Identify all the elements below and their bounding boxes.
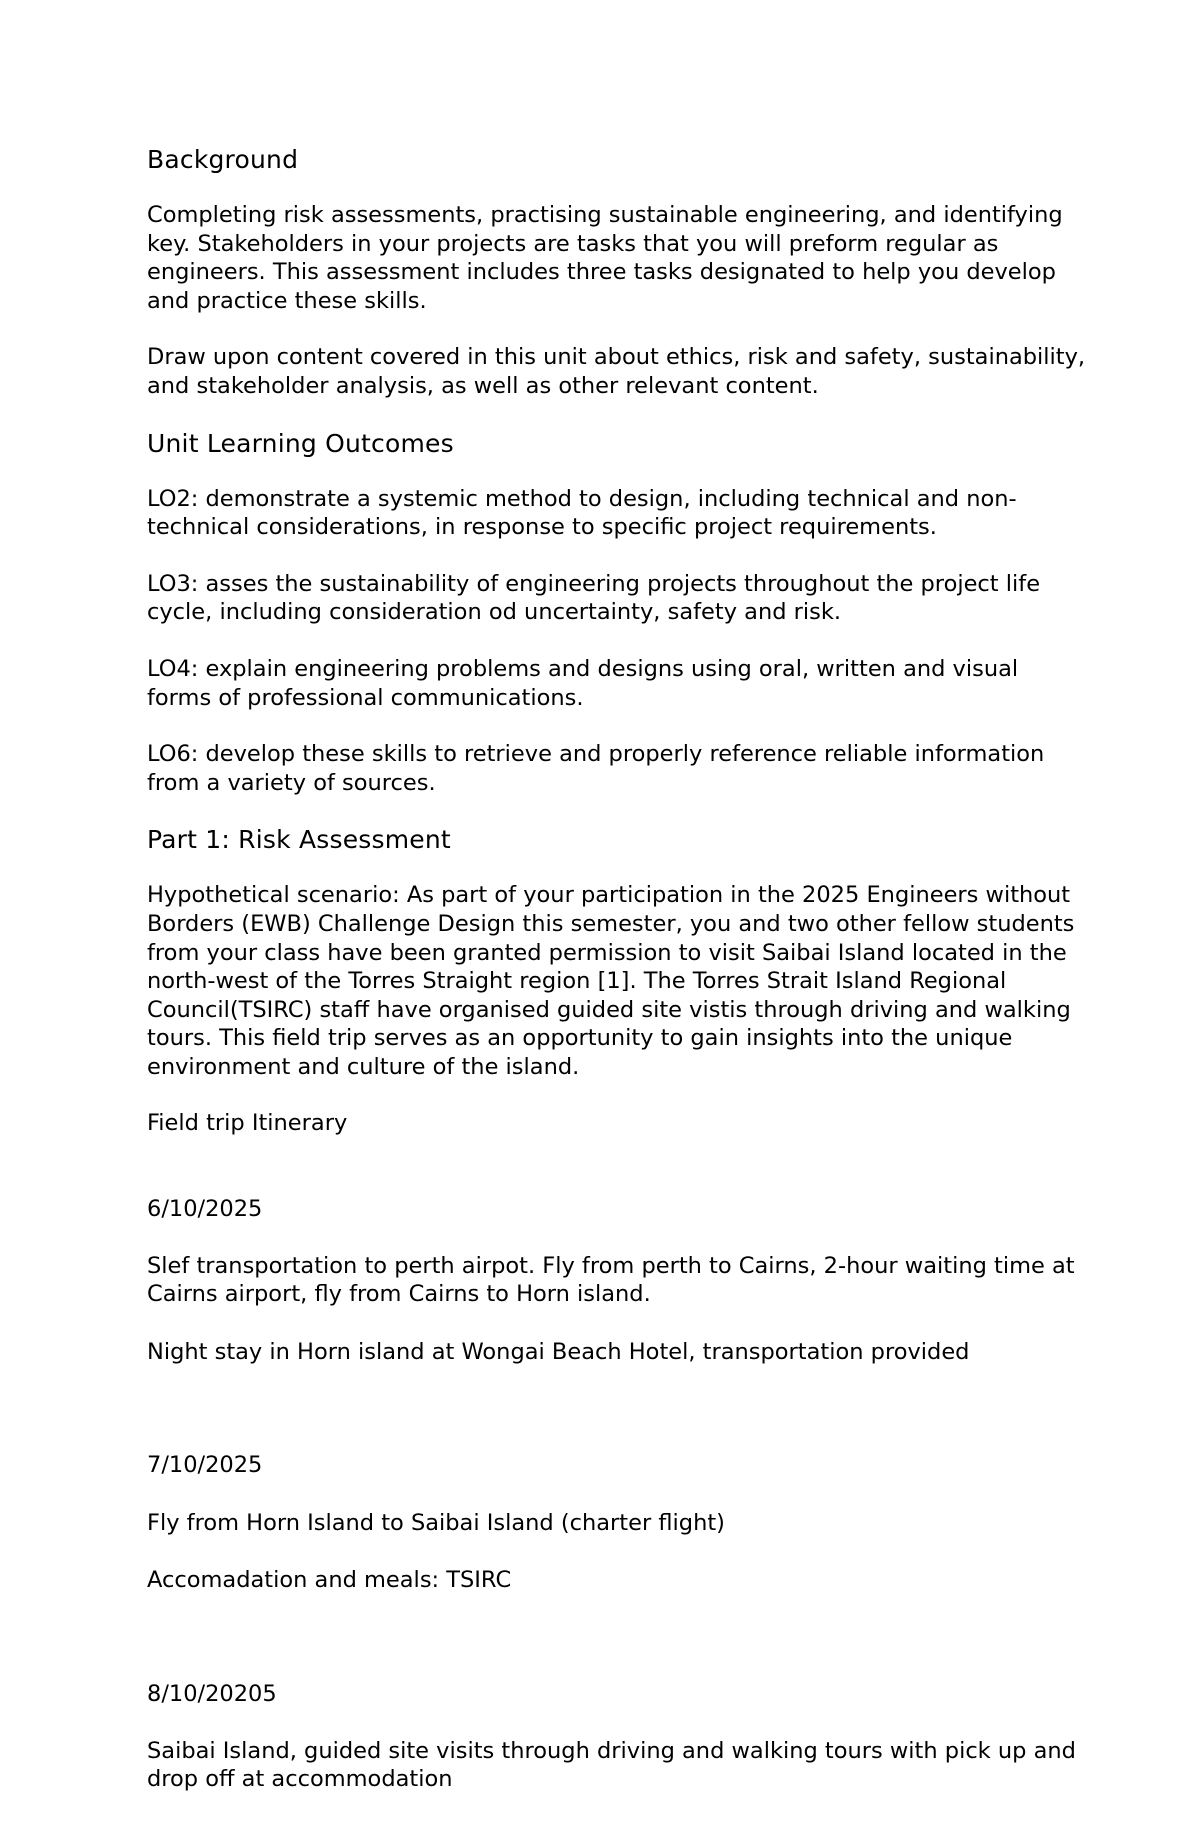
learning-outcome-lo2: LO2: demonstrate a systemic method to design, including technical and non-technical considerations, in response to specific project requirements. [147,485,1017,541]
background-paragraph-2: Draw upon content covered in this unit about ethics, risk and safety, sustainability, and stakeholder analysis, as well as other relevant content. [147,344,1086,399]
itinerary-line: Fly from Horn Island to Saibai Island (charter flight) [147,1509,725,1536]
itinerary-line: Night stay in Horn island at Wongai Beach Hotel, transportation provided [147,1338,970,1365]
learning-outcome-lo6: LO6: develop these skills to retrieve and properly reference reliable information from a variety of sources. [147,741,1045,796]
itinerary-line: Saibai Island, guided site visits through driving and walking tours with pick up and drop off at accommodation [147,1737,1076,1793]
document-page [147,145,1087,1823]
learning-outcome-lo3: LO3: asses the sustainability of engineering projects throughout the project life cycle, including consideration od uncertainty, safety and risk. [147,570,1041,626]
itinerary-date: 6/10/2025 [147,1195,263,1222]
scenario-paragraph: Hypothetical scenario: As part of your participation in the 2025 Engineers without Borders (EWB) Challenge Design this semester, you and two other fellow students from your class have been granted permission to visit Saibai Island located in the north-west of the Torres Straight region [1]. The Torres Strait Island Regional Council(TSIRC) staff have organised guided site vistis through driving and walking tours. This field trip serves as an opportunity to gain insights into the unique environment and culture of the island. [147,882,1075,1080]
background-heading: Background [147,145,299,174]
itinerary-date: 8/10/20205 [147,1680,277,1707]
part1-heading: Part 1: Risk Assessment [147,825,451,855]
itinerary-line: Slef transportation to perth airpot. Fly from perth to Cairns, 2-hour waiting time at Cairns airport, fly from Cairns to Horn island. [147,1252,1075,1308]
itinerary-title: Field trip Itinerary [147,1110,348,1137]
itinerary-line: Accomadation and meals: TSIRC [147,1566,512,1593]
itinerary-day-3 [147,1651,1087,1823]
learning-outcome-lo4: LO4: explain engineering problems and designs using oral, written and visual forms of professional communications. [147,655,1019,711]
itinerary-date: 7/10/2025 [147,1452,263,1479]
itinerary-day-1 [147,1166,1087,1395]
background-paragraph-1: Completing risk assessments, practising sustainable engineering, and identifying key. Stakeholders in your projects are tasks that you will preform regular as engineers. This assessment includes three tasks designated to help you develop and practice these skills. [147,202,1063,314]
itinerary-day-2 [147,1423,1087,1623]
learning-outcomes-heading: Unit Learning Outcomes [147,428,454,458]
